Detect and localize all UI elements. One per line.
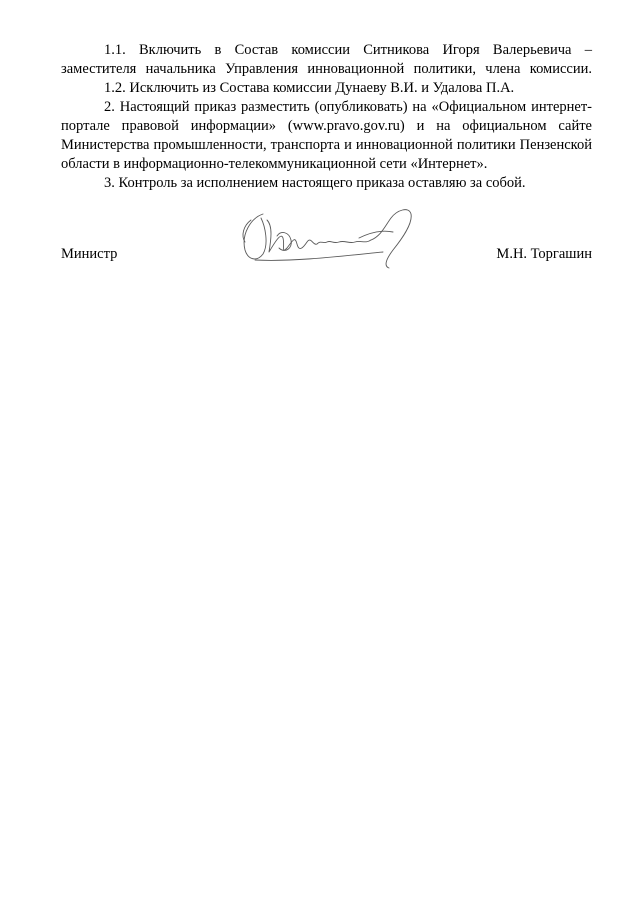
paragraph-2-line-1: 2. Настоящий приказ разместить (опубликовать) на «Официальном — [104, 99, 527, 115]
paragraph-2-line-2: интернет-портале правовой информации» (www.pravo.gov.ru) и на официальном — [61, 99, 592, 134]
document-body — [61, 41, 592, 193]
paragraph-2 — [61, 98, 592, 174]
signer-name: М.Н. Торгашин — [496, 246, 592, 262]
signer-position: Министр — [61, 246, 118, 262]
paragraph-1-2 — [61, 79, 592, 98]
paragraph-1-1-line-2: заместителя начальника Управления инновационной политики, члена комиссии. — [61, 61, 592, 77]
paragraph-2-line-4: Пензенской области в информационно-телекоммуникационной сети «Интернет». — [61, 137, 593, 172]
paragraph-1-1-line-1: 1.1. Включить в Состав комиссии Ситникова Игоря Валерьевича – — [104, 42, 592, 58]
paragraph-1-2-line-1: 1.2. Исключить из Состава комиссии Дунаеву В.И. и Удалова П.А. — [104, 80, 515, 96]
paragraph-3-line-1: 3. Контроль за исполнением настоящего приказа оставляю за собой. — [104, 175, 526, 191]
paragraph-2-line-3: сайте Министерства промышленности, транспорта и инновационной политики — [61, 118, 592, 153]
paragraph-3 — [61, 174, 592, 193]
signature-block — [61, 246, 592, 266]
paragraph-1-1 — [61, 41, 592, 79]
